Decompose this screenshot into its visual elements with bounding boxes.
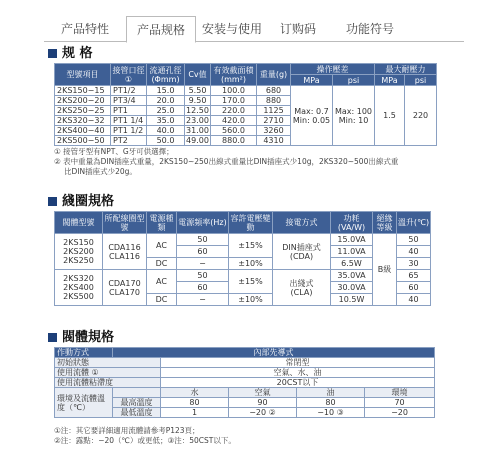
spec-cell: 40.0	[147, 126, 185, 136]
spec-cell: 12.50	[186, 106, 209, 115]
spec-table	[54, 63, 437, 146]
spec-header-psi2: psi	[405, 75, 437, 86]
coil-header: 所配線圈型號	[104, 213, 145, 232]
coil-temp: 60	[397, 282, 431, 294]
coil-dc: DC	[147, 294, 177, 306]
coil-header: 容許電壓變動	[230, 213, 271, 232]
tab-bar	[44, 16, 464, 42]
spec-cell: 9.50	[185, 96, 211, 106]
spec-cell: PT1/2	[111, 86, 147, 96]
coil-header: 溫升(℃)	[397, 212, 431, 234]
spec-cell: 35.0	[147, 116, 185, 126]
coil-tol: ±15%	[229, 270, 273, 294]
spec-cell: 1125	[257, 106, 291, 116]
spec-cell: 220.0	[211, 106, 257, 116]
valve-col: 水	[161, 388, 229, 398]
coil-ac: AC	[147, 270, 177, 294]
coil-tol: ±15%	[229, 234, 273, 258]
spec-header-pressure-diff: 操作壓差	[291, 64, 375, 75]
coil-ac: AC	[147, 234, 177, 258]
spec-max-psi: 220	[405, 86, 437, 146]
spec-cell: PT2	[111, 136, 147, 146]
coil-valve-models-1: 2KS150 2KS200 2KS250	[55, 234, 103, 270]
square-bullet-icon	[48, 197, 57, 206]
coil-freq: 60	[177, 282, 229, 294]
spec-cell: 4310	[257, 136, 291, 146]
psi-min: Min: 10	[338, 115, 369, 125]
coil-header: 絕緣等級	[373, 212, 397, 234]
coil-tol: ±10%	[229, 258, 273, 270]
valve-max: 70	[365, 398, 435, 408]
mpa-min: Min: 0.05	[292, 115, 331, 125]
valve-max: 90	[229, 398, 297, 408]
coil-dc: DC	[147, 258, 177, 270]
tab-installation[interactable]: 安装与使用	[201, 22, 262, 36]
valve-table	[54, 347, 435, 418]
spec-cell: 20.0	[147, 96, 185, 106]
valve-col: 空氣	[229, 388, 297, 398]
valve-label: 作動方式	[55, 348, 113, 358]
valve-note: ①注：其它要詳細適用流體請參考P123頁；	[54, 426, 200, 435]
mpa-max: Max: 0.7	[294, 106, 329, 116]
spec-max-mpa: 1.5	[375, 86, 405, 146]
spec-cell: 2KS150−15	[55, 86, 111, 96]
spec-cell: 31.00	[186, 126, 209, 135]
coil-tol: ±10%	[229, 294, 273, 306]
spec-cell: 880	[257, 96, 291, 106]
spec-title: 规 格	[62, 46, 93, 61]
coil-valve-models-2: 2KS320 2KS400 2KS500	[55, 270, 103, 306]
spec-header-max-pressure: 最大耐壓力	[375, 64, 437, 75]
spec-cell: PT1	[111, 106, 147, 116]
spec-header-model: 型號項目	[55, 64, 111, 86]
valve-min: −20	[365, 408, 435, 418]
spec-note: 比DIN插座式少20g。	[64, 167, 137, 176]
spec-header-psi: psi	[333, 75, 375, 86]
spec-cell: 2KS200−20	[55, 96, 111, 106]
square-bullet-icon	[48, 333, 57, 342]
coil-title: 綫圈規格	[62, 194, 115, 209]
coil-power: 30.0VA	[331, 282, 373, 294]
coil-models-1: CDA116 CLA116	[103, 234, 147, 270]
valve-title: 閥體規格	[62, 330, 115, 345]
spec-header-port: 接管口徑①	[112, 65, 145, 84]
spec-header-mpa2: MPa	[375, 75, 405, 86]
spec-cell: 23.00	[186, 116, 209, 125]
spec-notes	[54, 147, 398, 177]
coil-power: 10.5W	[331, 294, 373, 306]
spec-cell: 49.00	[186, 136, 209, 145]
valve-min-label: 最低溫度	[113, 408, 161, 418]
spec-pressure-diff-psi	[333, 86, 375, 146]
spec-cell: 100.0	[211, 86, 257, 96]
spec-cell: 2710	[257, 116, 291, 126]
coil-freq: 60	[177, 246, 229, 258]
coil-temp: 65	[397, 270, 431, 282]
valve-max-label: 最高溫度	[113, 398, 161, 408]
spec-cell: PT3/4	[111, 96, 147, 106]
spec-cell: 560.0	[211, 126, 257, 136]
spec-header-mpa: MPa	[291, 75, 333, 86]
spec-cell: 2KS320−32	[55, 116, 111, 126]
spec-note: ② 表中重量為DIN插座式重量，2KS150~250出線式重量比DIN插座式少10g，2KS320~500出線式重	[54, 157, 399, 166]
spec-cell: PT1 1/2	[111, 126, 147, 136]
coil-header: 閥體型號	[55, 212, 103, 234]
valve-value: 空氣、水、油	[161, 368, 435, 378]
coil-temp: 40	[397, 294, 431, 306]
spec-header-weight: 重量(g)	[257, 64, 291, 86]
coil-conn-din: DIN插座式 (CDA)	[273, 234, 331, 270]
valve-max: 80	[161, 398, 229, 408]
spec-cell: 2KS500−50	[55, 136, 111, 146]
spec-header-cv: Cv值	[185, 64, 211, 86]
coil-freq: 50	[177, 270, 229, 282]
valve-label: 使用流體 ①	[55, 368, 161, 378]
spec-cell: 25.0	[147, 106, 185, 116]
valve-env-label: 環境及流體溫度（℃）	[55, 388, 113, 418]
valve-max: 80	[297, 398, 365, 408]
spec-cell: 15.0	[147, 86, 185, 96]
coil-header: 電源種類	[147, 212, 177, 234]
spec-cell: 170.0	[211, 96, 257, 106]
coil-temp: 50	[397, 234, 431, 246]
valve-min: 1	[161, 408, 229, 418]
spec-cell: 3260	[257, 126, 291, 136]
psi-max: Max: 100	[334, 106, 373, 116]
coil-header: 接電方式	[273, 212, 331, 234]
valve-col: 環境	[365, 388, 435, 398]
coil-header: 電源頻率(Hz)	[177, 212, 229, 234]
coil-conn-cla: 出綫式 (CLA)	[273, 270, 331, 306]
tab-features[interactable]: 产品特性	[60, 22, 109, 36]
spec-cell: 420.0	[211, 116, 257, 126]
valve-col: 油	[297, 388, 365, 398]
coil-power: 6.5W	[331, 258, 373, 270]
coil-temp: 40	[397, 246, 431, 258]
coil-freq: −	[177, 294, 229, 306]
coil-insulation: B級	[373, 234, 397, 306]
tab-symbols[interactable]: 功能符号	[345, 22, 394, 36]
spec-cell: 880.0	[211, 136, 257, 146]
coil-power: 35.0VA	[331, 270, 373, 282]
spec-cell: PT1 1/4	[111, 116, 147, 126]
valve-min: −10 ③	[297, 408, 365, 418]
tab-specifications[interactable]: 产品规格	[126, 16, 196, 43]
square-bullet-icon	[48, 49, 57, 58]
valve-label: 使用流體粘滯度	[55, 378, 161, 388]
spec-cell: 680	[257, 86, 291, 96]
valve-value: 常閉型	[161, 358, 435, 368]
spec-header-area: 有效截面積(mm²)	[211, 64, 257, 86]
coil-power: 11.0VA	[331, 246, 373, 258]
spec-cell: 50.0	[147, 136, 185, 146]
valve-blank	[113, 388, 161, 398]
valve-value: 內部先導式	[113, 348, 435, 358]
valve-value: 20CST以下	[161, 378, 435, 388]
spec-header-orifice: 流通孔徑(Φmm)	[147, 64, 185, 86]
valve-notes	[54, 426, 236, 446]
spec-cell: 2KS250−25	[55, 106, 111, 116]
spec-note: ① 接管牙型有NPT、G牙可供選擇；	[54, 147, 174, 156]
valve-min: −20 ②	[229, 408, 297, 418]
coil-power: 15.0VA	[331, 234, 373, 246]
spec-cell: 2KS400−40	[55, 126, 111, 136]
spec-pressure-diff-mpa	[291, 86, 333, 146]
valve-label: 初始狀態	[55, 358, 161, 368]
coil-models-2: CDA170 CLA170	[103, 270, 147, 306]
spec-cell: 5.50	[185, 86, 211, 96]
valve-note: ②注：露點：−20（℃）或更低；③注：50CST以下。	[54, 436, 236, 445]
coil-temp: 30	[397, 258, 431, 270]
coil-header: 功耗(VA/W)	[331, 212, 373, 234]
tab-order-code[interactable]: 订购码	[279, 22, 316, 36]
coil-freq: 50	[177, 234, 229, 246]
coil-freq: −	[177, 258, 229, 270]
coil-table	[54, 211, 431, 306]
